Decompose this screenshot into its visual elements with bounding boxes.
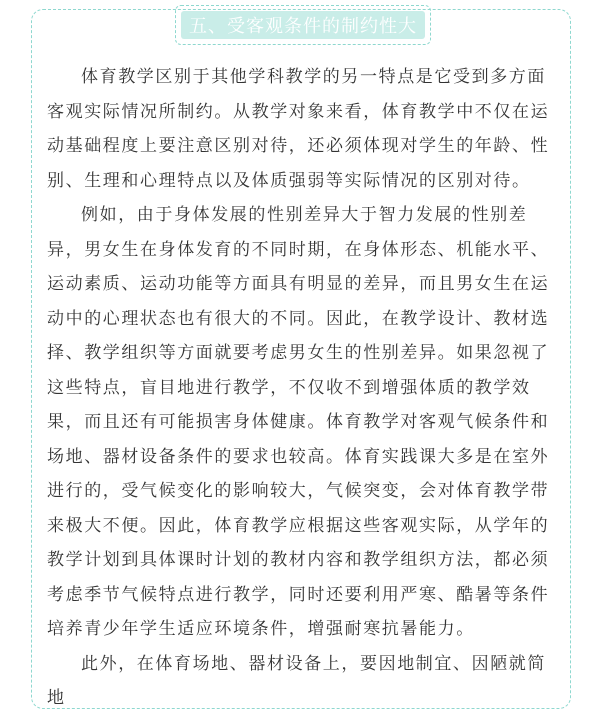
paragraph-1: 体育教学区别于其他学科教学的另一特点是它受到多方面客观实际情况所制约。从教学对象来看，体育教学中不仅在运动基础程度上要注意区别对待，还必须体现对学生的年龄、性别、生理和心理特点以及体质强弱等实际情况的区别对待。 bbox=[47, 67, 550, 191]
article-body bbox=[47, 60, 557, 716]
paragraph-3: 此外，在体育场地、器材设备上，要因地制宜、因陋就简地 bbox=[47, 653, 546, 708]
section-title: 五、受客观条件的制约性大 bbox=[181, 11, 425, 39]
paragraph-2: 例如，由于身体发展的性别差异大于智力发展的性别差异，男女生在身体发育的不同时期，在身体形态、机能水平、运动素质、运动功能等方面具有明显的差异，而且男女生在运动中的心理状态也有很大的不同。因此，在教学设计、教材选择、教学组织等方面就要考虑男女生的性别差异。如果忽视了这些特点，盲目地进行教学，不仅收不到增强体质的教学效果，而且还有可能损害身体健康。体育教学对客观气候条件和场地、器材设备条件的要求也较高。体育实践课大多是在室外进行的，受气候变化的影响较大，气候突变，会对体育教学带来极大不便。因此，体育教学应根据这些客观实际，从学年的教学计划到具体课时计划的教材内容和教学组织方法，都必须考虑季节气候特点进行教学，同时还要利用严寒、酷暑等条件培养青少年学生适应环境条件，增强耐寒抗暑能力。 bbox=[47, 205, 550, 639]
section-title-badge bbox=[175, 5, 431, 45]
